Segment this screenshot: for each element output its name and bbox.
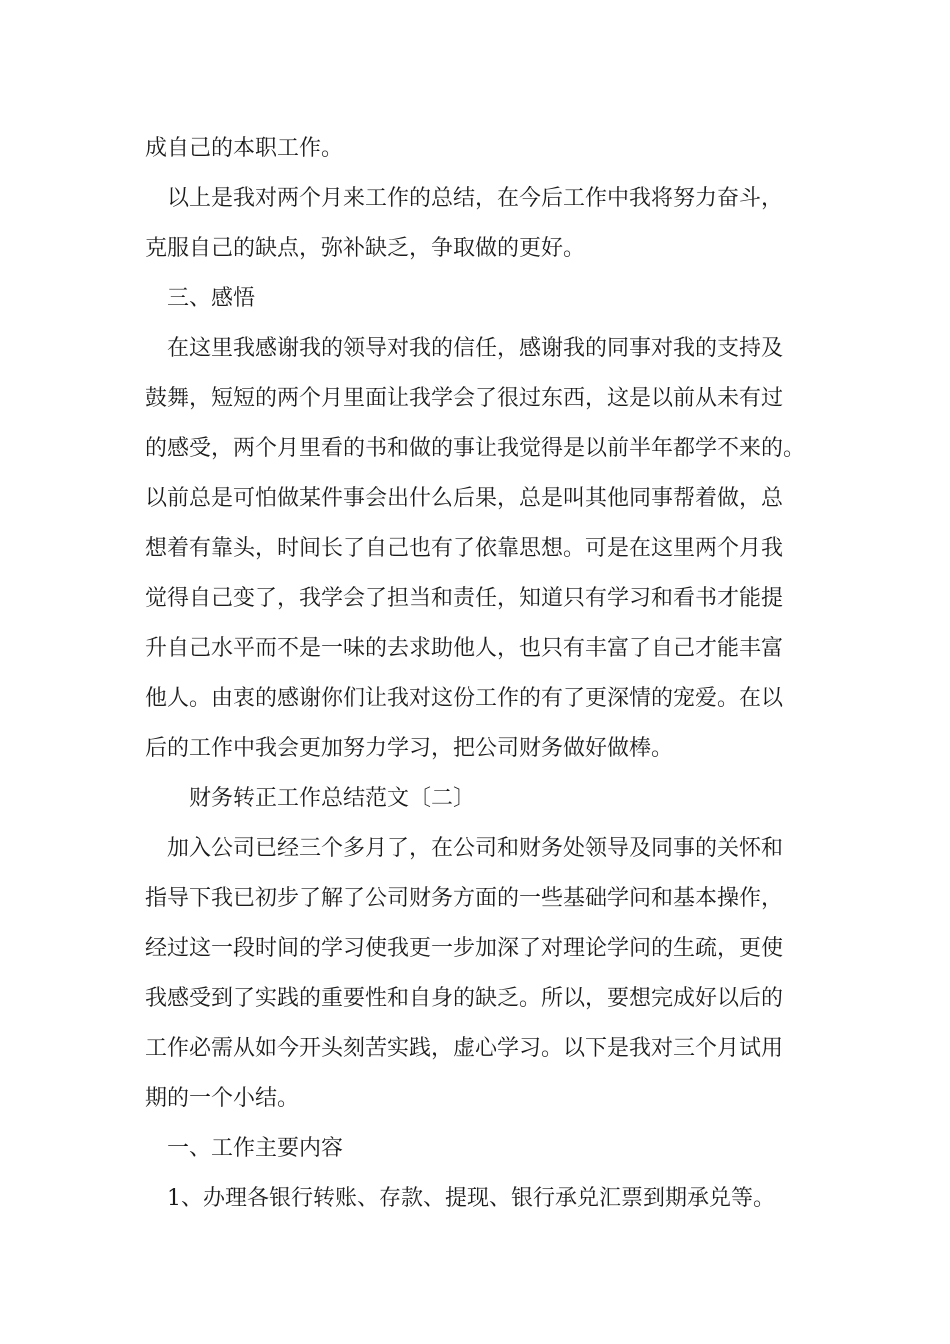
text-line: 我感受到了实践的重要性和自身的缺乏。所以，要想完成好以后的 [145,986,784,1011]
paragraph-summary [145,174,815,274]
text-line: 工作必需从如今开头刻苦实践，虚心学习。以下是我对三个月试用 [145,1036,784,1061]
paragraph-continuation [145,124,815,174]
title-text: 财务转正工作总结范文〔二〕 [189,786,476,811]
article-title [145,774,815,824]
text-line: 经过这一段时间的学习使我更一步加深了对理论学问的生疏，更使 [145,936,784,961]
heading-text: 一、工作主要内容 [167,1136,344,1161]
text-line: 加入公司已经三个多月了，在公司和财务处领导及同事的关怀和 [167,836,784,861]
text-line: 的感受，两个月里看的书和做的事让我觉得是以前半年都学不来的。 [145,436,806,461]
text-line: 后的工作中我会更加努力学习，把公司财务做好做棒。 [145,736,674,761]
list-item-1 [145,1174,815,1224]
paragraph-reflection [145,324,815,774]
text-line: 想着有靠头，时间长了自己也有了依靠思想。可是在这里两个月我 [145,536,784,561]
heading-text: 三、感悟 [167,286,256,311]
text-line: 1、办理各银行转账、存款、提现、银行承兑汇票到期承兑等。 [167,1186,775,1211]
text-line: 期的一个小结。 [145,1086,300,1111]
text-line: 觉得自己变了，我学会了担当和责任，知道只有学习和看书才能提 [145,586,784,611]
text-line: 以上是我对两个月来工作的总结，在今后工作中我将努力奋斗， [167,186,784,211]
text-line: 在这里我感谢我的领导对我的信任，感谢我的同事对我的支持及 [167,336,784,361]
text-line: 鼓舞，短短的两个月里面让我学会了很过东西，这是以前从未有过 [145,386,784,411]
paragraph-intro [145,824,815,1124]
text-line: 升自己水平而不是一味的去求助他人，也只有丰富了自己才能丰富 [145,636,784,661]
text-line: 成自己的本职工作。 [145,136,344,161]
text-line: 克服自己的缺点，弥补缺乏，争取做的更好。 [145,236,586,261]
section-heading-reflection [145,274,815,324]
text-line: 他人。由衷的感谢你们让我对这份工作的有了更深情的宠爱。在以 [145,686,784,711]
document-body [145,124,815,1224]
text-line: 指导下我已初步了解了公司财务方面的一些基础学问和基本操作， [145,886,784,911]
section-heading-main-work [145,1124,815,1174]
text-line: 以前总是可怕做某件事会出什么后果，总是叫其他同事帮着做，总 [145,486,784,511]
